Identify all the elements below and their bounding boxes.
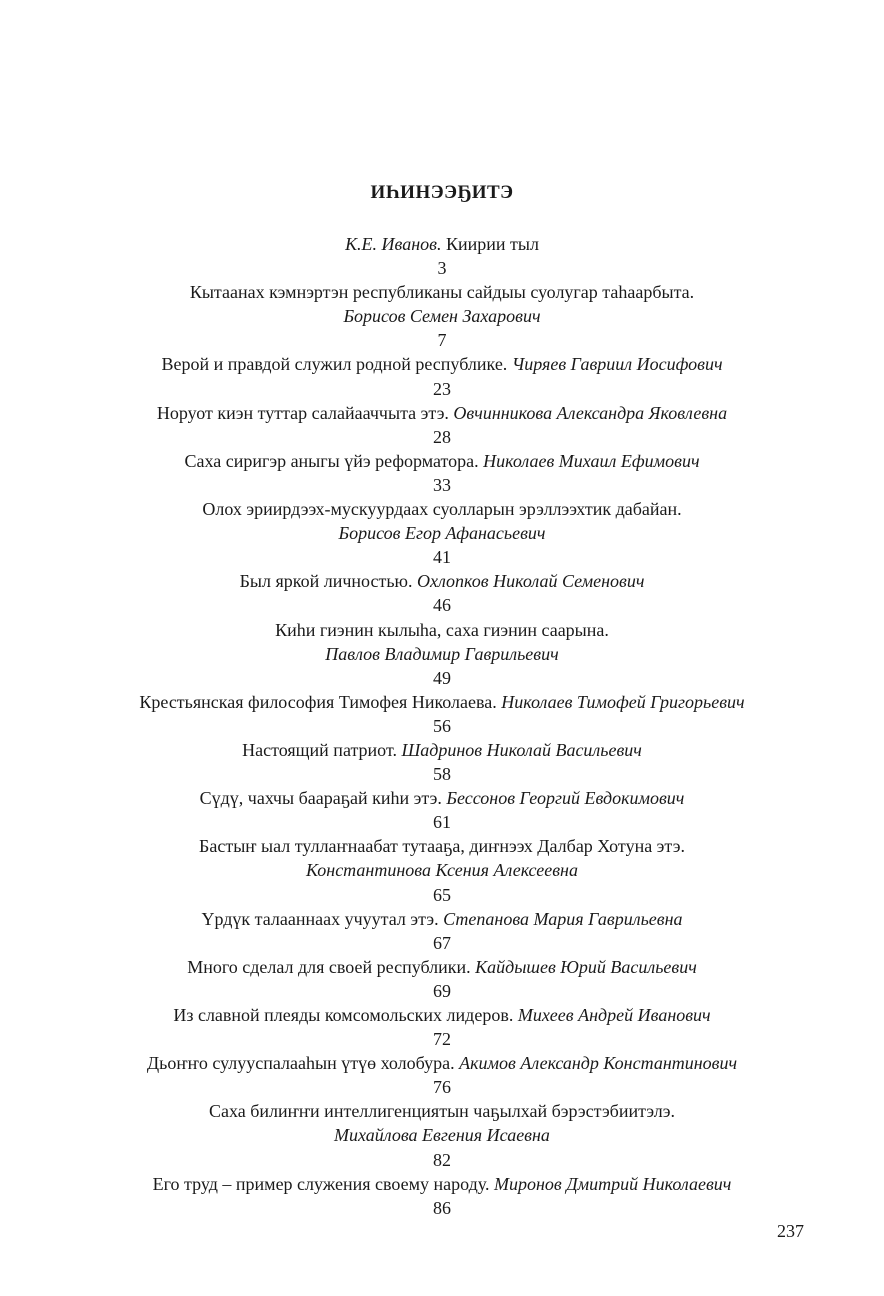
toc-entry-title: Его труд – пример служения своему народу.	[152, 1173, 490, 1194]
toc-entry-page: 7	[437, 330, 447, 351]
toc-entry-title: Из славной плеяды комсомольских лидеров.	[173, 1005, 514, 1025]
toc-entry-author: Михайлова Евгения Исаевна	[334, 1125, 550, 1146]
toc-entry	[40, 1051, 844, 1075]
toc-entry-page: 41	[433, 547, 451, 568]
toc-entry-author: Охлопков Николай Семенович	[416, 571, 645, 592]
toc-entry-title: Дьоҥҥо сулууспалааһын үтүө холобура.	[146, 1053, 455, 1074]
toc-entry	[40, 955, 844, 979]
toc-entry-page: 49	[433, 667, 451, 688]
toc-entry-title: Кытаанах кэмнэртэн республиканы сайдыы суолугар таһаарбыта.	[189, 282, 695, 303]
toc-entry-author: Акимов Александр Константинович	[459, 1053, 738, 1074]
toc-entry-page: 28	[433, 426, 451, 447]
toc-entry-title: Саха сиригэр аныгы үйэ реформатора.	[184, 450, 479, 471]
toc-entry-title: Норуот киэн туттар салайааччыта этэ.	[156, 402, 449, 423]
toc-entry	[40, 786, 844, 810]
toc-entry-author: Константинова Ксения Алексеевна	[306, 860, 578, 881]
page-title: ИҺИНЭЭҔИТЭ	[370, 182, 514, 203]
toc-entry-page: 82	[433, 1149, 451, 1170]
toc-entry-author: Михеев Андрей Иванович	[517, 1005, 711, 1025]
toc-entry-page: 46	[433, 595, 451, 616]
toc-entry	[40, 690, 844, 714]
toc-entry-title: Саха билиҥҥи интеллигенциятын чаҕылхай бэрэстэбиитэлэ.	[208, 1101, 676, 1122]
toc-entry-page: 23	[433, 378, 451, 399]
toc-entry-author: Николаев Тимофей Григорьевич	[501, 691, 745, 712]
toc-entry	[40, 1003, 844, 1027]
toc-entry	[40, 1172, 844, 1196]
toc-entry-page: 33	[433, 474, 451, 495]
toc-entry-author: К.Е. Иванов.	[345, 234, 442, 254]
toc-entry-title: Крестьянская философия Тимофея Николаева.	[139, 691, 497, 712]
toc-entry-title: Сүдү, чахчы баараҕай киһи этэ.	[199, 788, 442, 809]
toc-entry-author: Павлов Владимир Гаврильевич	[325, 643, 559, 664]
toc-entry	[40, 449, 844, 473]
toc-entry-page: 86	[433, 1197, 451, 1218]
toc-entry	[40, 738, 844, 762]
toc-entry-title: Был яркой личностью.	[239, 571, 413, 592]
toc-entry-author: Шадринов Николай Васильевич	[401, 739, 642, 760]
toc-entry-title: Бастыҥ ыал туллаҥнаабат тутааҕа, диҥнээх Далбар Хотуна этэ.	[199, 836, 685, 857]
toc-entry-title: Үрдүк талааннаах учуутал этэ.	[201, 908, 439, 929]
toc-entry-author: Кайдышев Юрий Васильевич	[475, 956, 697, 977]
toc-entry-page: 67	[433, 932, 451, 953]
toc-entry-page: 76	[433, 1077, 451, 1098]
toc-entry-title: Настоящий патриот.	[242, 739, 397, 760]
toc-entry-author: Степанова Мария Гаврильевна	[443, 908, 683, 929]
toc-entry	[40, 352, 844, 376]
toc-entry-page: 3	[437, 258, 447, 279]
toc-entry-page: 58	[433, 764, 451, 785]
toc-entry-author: Миронов Дмитрий Николаевич	[493, 1173, 732, 1194]
toc-entry	[40, 569, 844, 593]
toc-entry	[40, 232, 844, 256]
toc-entry	[40, 401, 844, 425]
table-of-contents	[40, 232, 844, 1220]
page-number: 237	[777, 1221, 804, 1241]
toc-entry-page: 56	[433, 715, 451, 736]
toc-entry-title: Олох эриирдээх-мускуурдаах суолларын эрэллээхтик дабайан.	[202, 499, 682, 520]
toc-entry-author: Овчинникова Александра Яковлевна	[453, 402, 728, 423]
toc-entry-author: Борисов Егор Афанасьевич	[338, 523, 546, 544]
toc-entry-author: Чиряев Гавриил Иосифович	[511, 354, 723, 375]
toc-entry-page: 72	[433, 1029, 451, 1050]
toc-entry-title: Киирии тыл	[445, 234, 539, 254]
toc-entry-author: Николаев Михаил Ефимович	[483, 450, 700, 471]
toc-entry-page: 65	[433, 884, 451, 905]
toc-entry	[40, 907, 844, 931]
toc-entry-author: Борисов Семен Захарович	[343, 306, 541, 327]
toc-entry-title: Верой и правдой служил родной республике.	[161, 354, 508, 375]
toc-entry-title: Киһи гиэнин кылыһа, саха гиэнин саарына.	[275, 619, 609, 640]
toc-entry-title: Много сделал для своей республики.	[187, 956, 471, 977]
toc-entry-author: Бессонов Георгий Евдокимович	[446, 788, 685, 809]
toc-entry-page: 69	[433, 980, 451, 1001]
toc-entry-page: 61	[433, 812, 451, 833]
